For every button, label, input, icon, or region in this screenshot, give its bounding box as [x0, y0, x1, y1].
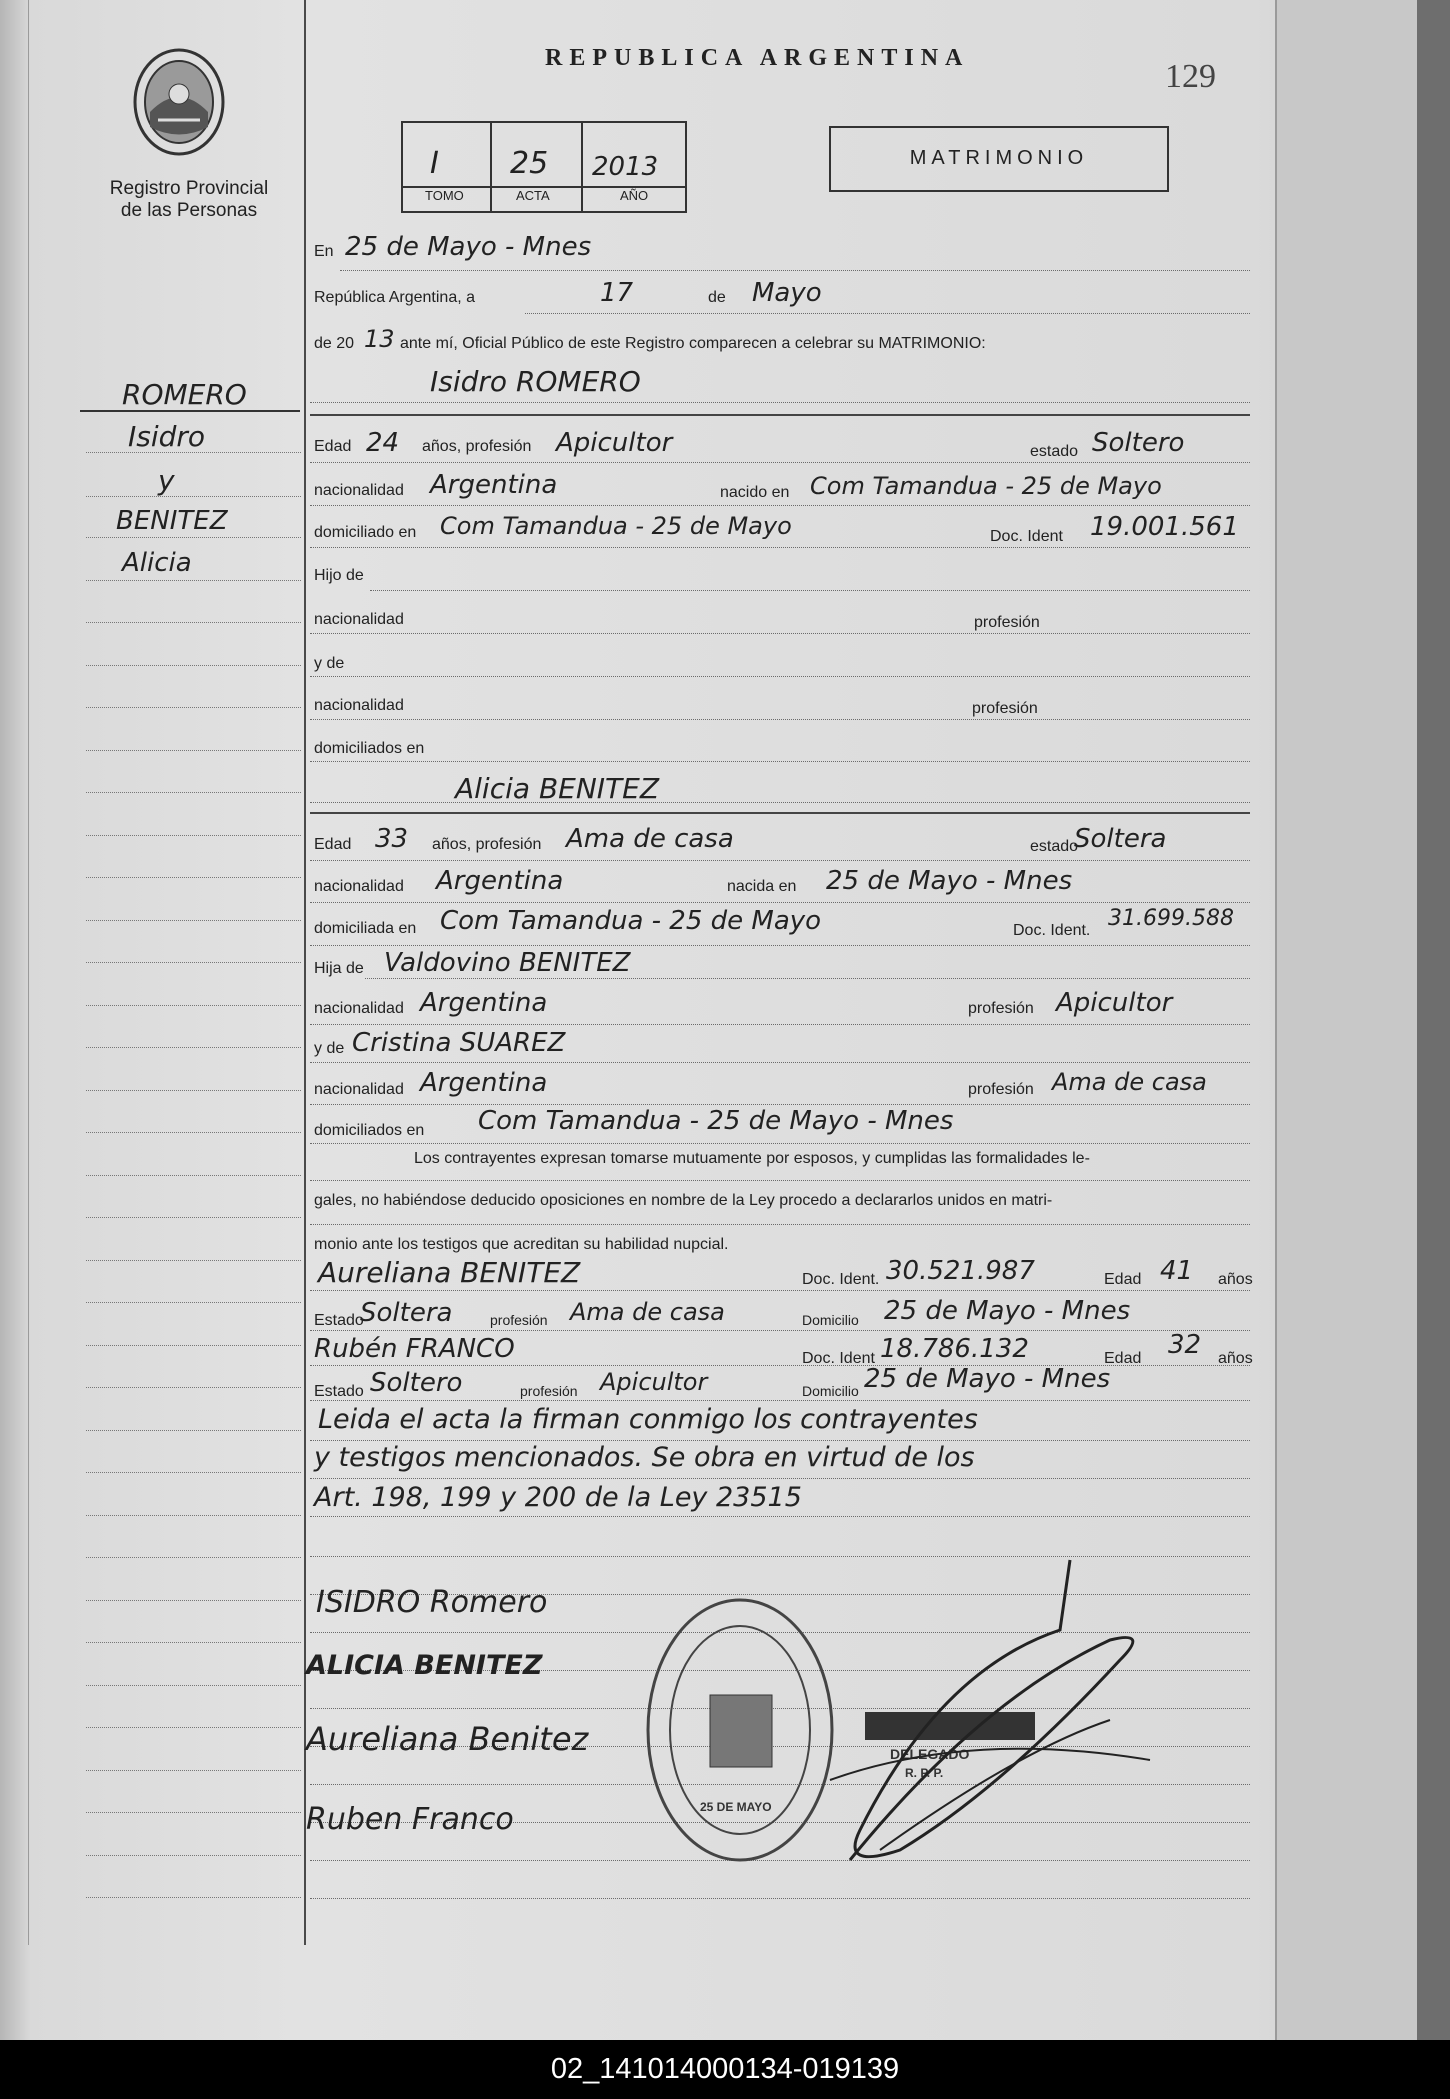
witness2-doc: 18.786.132 [880, 1334, 1029, 1364]
witness1-profesion: Ama de casa [570, 1298, 725, 1326]
groom-profesion: Apicultor [556, 428, 673, 458]
place-value: 25 de Mayo - Mnes [345, 232, 592, 262]
groom-nac2-label: nacionalidad [314, 611, 404, 628]
witness1-edad: 41 [1160, 1256, 1194, 1286]
groom-edad: 24 [366, 428, 400, 458]
year-prefix: de 20 [314, 335, 355, 352]
signature-witness1: Aureliana Benitez [306, 1720, 589, 1758]
groom-doms-label: domiciliados en [314, 740, 425, 757]
witness2-edad-label: Edad [1104, 1350, 1142, 1367]
tomo-label: TOMO [425, 188, 464, 203]
month-value: Mayo [752, 278, 822, 308]
acta-label: ACTA [516, 188, 550, 203]
witness2-estado: Soltero [370, 1368, 463, 1398]
groom-nac-label: nacionalidad [314, 482, 404, 499]
bride-parents-dom: Com Tamandua - 25 de Mayo - Mnes [478, 1106, 954, 1136]
bride-nac2-label: nacionalidad [314, 1000, 404, 1017]
note-line1: Leida el acta la firman conmigo los contrayentes [318, 1404, 978, 1435]
witness1-doc-label: Doc. Ident. [802, 1271, 880, 1288]
margin-surname-bride: BENITEZ [116, 506, 228, 536]
groom-nac3-label: nacionalidad [314, 697, 404, 714]
bride-nac-label: nacionalidad [314, 878, 404, 895]
bride-nac3-label: nacionalidad [314, 1081, 404, 1098]
witness1-domicilio: 25 de Mayo - Mnes [884, 1296, 1131, 1326]
groom-dom-label: domiciliado en [314, 524, 417, 541]
tomo-value: I [430, 146, 439, 181]
official-stamp-icon [640, 1590, 840, 1870]
groom-nacido-label: nacido en [720, 484, 790, 501]
bride-mother: Cristina SUAREZ [352, 1028, 566, 1058]
bride-estado: Soltera [1074, 824, 1167, 854]
groom-prof2-label: profesión [974, 614, 1040, 631]
anio-value: 2013 [592, 152, 659, 182]
bride-profesion: Ama de casa [566, 824, 734, 854]
witness1-prof-label: profesión [490, 1312, 548, 1328]
registry-name: Registro Provincial [109, 178, 269, 199]
note-line3: Art. 198, 199 y 200 de la Ley 23515 [314, 1482, 802, 1513]
bride-nacida-en: 25 de Mayo - Mnes [826, 866, 1073, 896]
bride-nacida-label: nacida en [727, 878, 797, 895]
note-line2: y testigos mencionados. Se obra en virtud de los [314, 1442, 975, 1473]
scan-footer-id: 02_141014000134-019139 [0, 2040, 1450, 2099]
witness1-dom-label: Domicilio [802, 1312, 859, 1328]
declaration-line3: monio ante los testigos que acreditan su habilidad nupcial. [314, 1236, 729, 1253]
bride-edad-label: Edad [314, 836, 352, 853]
bride-doc: 31.699.588 [1108, 906, 1234, 931]
witness1-doc: 30.521.987 [886, 1256, 1035, 1286]
groom-prof3-label: profesión [972, 700, 1038, 717]
stamp-rpp: R. P. P. [905, 1766, 944, 1780]
bride-mother-prof: Ama de casa [1052, 1068, 1207, 1096]
year-suffix: 13 [364, 325, 395, 353]
page-number: 129 [1165, 58, 1216, 95]
bride-doms-label: domiciliados en [314, 1122, 425, 1139]
witness2-edad: 32 [1168, 1330, 1202, 1360]
signature-witness2: Ruben Franco [306, 1802, 514, 1837]
declaration-line1: Los contrayentes expresan tomarse mutuamente por esposos, y cumplidas las formalidades le- [414, 1150, 1090, 1167]
margin-and: y [158, 464, 175, 497]
witness2-estado-label: Estado [314, 1383, 364, 1400]
witness1-estado: Soltera [360, 1298, 453, 1328]
bride-nacionalidad: Argentina [436, 866, 564, 896]
bride-father: Valdovino BENITEZ [384, 948, 631, 978]
groom-doc-label: Doc. Ident [990, 528, 1063, 545]
groom-estado: Soltero [1092, 428, 1185, 458]
witness2-dom-label: Domicilio [802, 1383, 859, 1399]
registry-sub: de las Personas [120, 200, 258, 221]
margin-surname-groom: ROMERO [122, 378, 247, 411]
witness1-edad-label: Edad [1104, 1271, 1142, 1288]
bride-prof3-label: profesión [968, 1081, 1034, 1098]
signature-groom: ISIDRO Romero [316, 1585, 548, 1620]
groom-domicilio: Com Tamandua - 25 de Mayo [440, 512, 792, 540]
bride-doc-label: Doc. Ident. [1013, 922, 1091, 939]
bride-dom-label: domiciliada en [314, 920, 417, 937]
declaration-line2: gales, no habiéndose deducido oposiciones en nombre de la Ley procedo a declararlos unidos en matri- [314, 1192, 1053, 1209]
groom-name: Isidro ROMERO [430, 365, 641, 398]
groom-hijo-label: Hijo de [314, 567, 364, 584]
groom-doc: 19.001.561 [1090, 512, 1239, 542]
bride-prof2-label: profesión [968, 1000, 1034, 1017]
stamp-city: 25 DE MAYO [700, 1800, 772, 1814]
groom-nacido-en: Com Tamandua - 25 de Mayo [810, 472, 1162, 500]
signature-bride: ALICIA BENITEZ [306, 1650, 543, 1681]
bride-father-prof: Apicultor [1056, 988, 1173, 1018]
de-label: de [708, 289, 726, 306]
witness2-domicilio: 25 de Mayo - Mnes [864, 1364, 1111, 1394]
bride-name: Alicia BENITEZ [455, 772, 660, 805]
bride-hija-label: Hija de [314, 960, 364, 977]
witness2-doc-label: Doc. Ident [802, 1350, 875, 1367]
groom-edad-label: Edad [314, 438, 352, 455]
witness2-name: Rubén FRANCO [314, 1334, 515, 1364]
witness1-name: Aureliana BENITEZ [318, 1256, 581, 1289]
witness1-anos-label: años [1218, 1271, 1253, 1288]
bride-yde-label: y de [314, 1040, 345, 1057]
country-title: REPUBLICA ARGENTINA [545, 45, 970, 71]
bride-mother-nac: Argentina [420, 1068, 548, 1098]
groom-anos-label: años, profesión [422, 438, 532, 455]
day-value: 17 [600, 278, 634, 308]
witness2-prof-label: profesión [520, 1383, 578, 1399]
bride-estado-label: estado [1030, 838, 1079, 855]
groom-yde-label: y de [314, 655, 345, 672]
witness2-profesion: Apicultor [600, 1368, 708, 1396]
bride-domicilio: Com Tamandua - 25 de Mayo [440, 906, 822, 936]
appear-text: ante mí, Oficial Público de este Registro comparecen a celebrar su MATRIMONIO: [400, 335, 986, 352]
witness1-estado-label: Estado [314, 1312, 364, 1329]
margin-name-groom: Isidro [128, 420, 206, 453]
groom-estado-label: estado [1030, 443, 1079, 460]
stamp-delegado: DELEGADO [890, 1746, 970, 1762]
margin-name-bride: Alicia [122, 548, 192, 578]
bride-anos-label: años, profesión [432, 836, 542, 853]
groom-nacionalidad: Argentina [430, 470, 558, 500]
act-type: MATRIMONIO [909, 147, 1089, 169]
bride-edad: 33 [375, 824, 409, 854]
republica-label: República Argentina, a [314, 289, 475, 306]
bride-father-nac: Argentina [420, 988, 548, 1018]
en-label: En [314, 243, 334, 260]
official-signature [820, 1550, 1180, 1880]
acta-value: 25 [510, 146, 549, 181]
provincial-crest-icon [128, 42, 230, 162]
page-edge [1275, 0, 1417, 2040]
binding-line [28, 0, 29, 1945]
witness2-anos-label: años [1218, 1350, 1253, 1367]
anio-label: AÑO [620, 188, 649, 203]
